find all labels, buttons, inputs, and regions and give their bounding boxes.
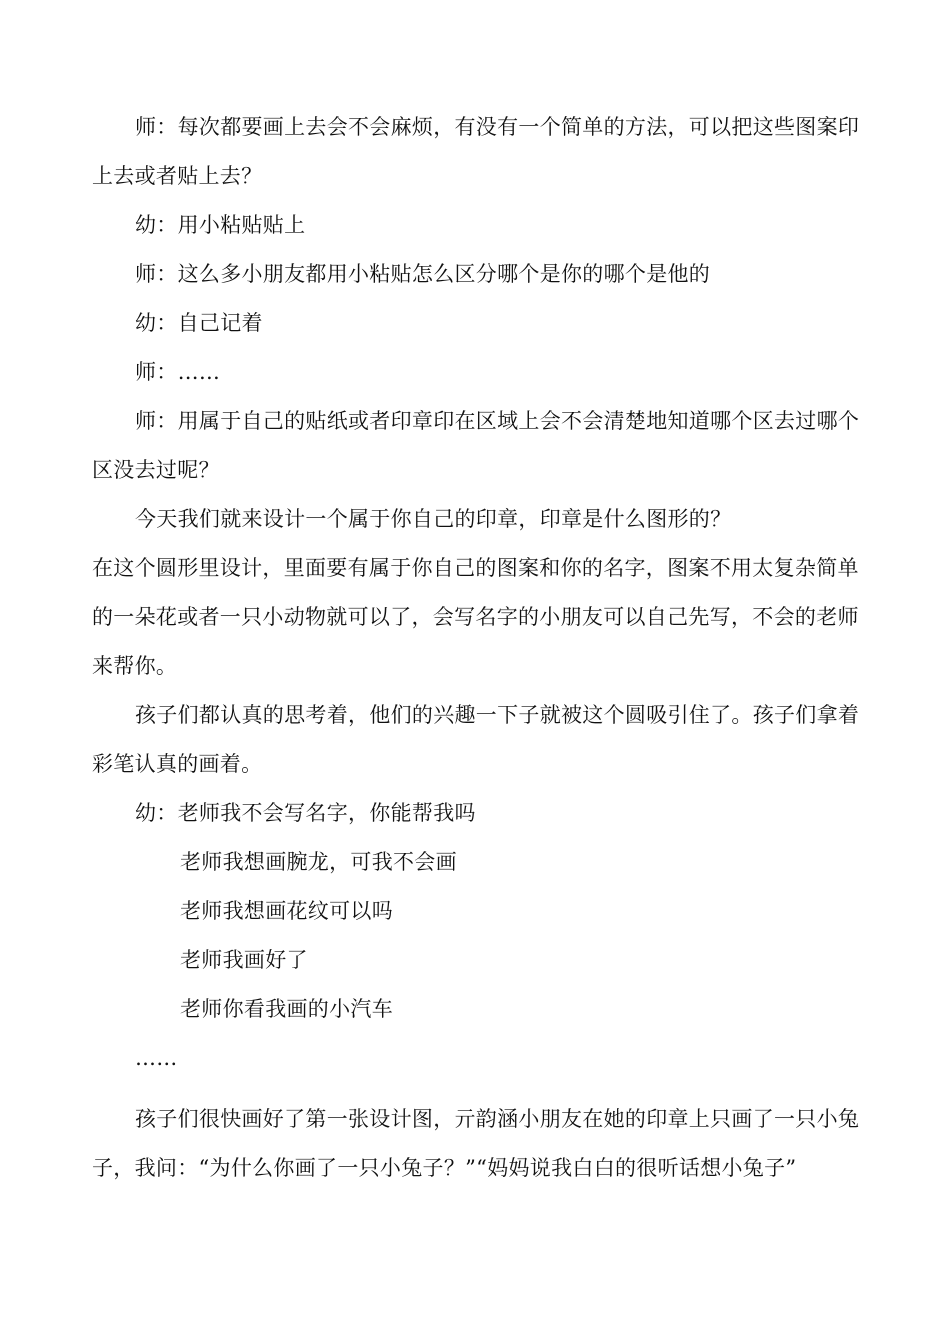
paragraph-child-request-5: 老师你看我画的小汽车 xyxy=(180,997,393,1021)
paragraph-ellipsis: …… xyxy=(135,1046,178,1070)
paragraph-child-request-1: 幼：老师我不会写名字，你能帮我吗 xyxy=(135,801,476,825)
paragraph-teacher-question-2: 师：这么多小朋友都用小粘贴怎么区分哪个是你的哪个是他的 xyxy=(135,262,711,286)
paragraph-design-instructions: 在这个圆形里设计，里面要有属于你自己的图案和你的名字，图案不用太复杂简单的一朵花或者一只小动物就可以了，会写名字的小朋友可以自己先写，不会的老师来帮你。 xyxy=(92,556,859,678)
paragraph-teacher-question-1: 师：每次都要画上去会不会麻烦，有没有一个简单的方法，可以把这些图案印上去或者贴上去？ xyxy=(92,115,860,188)
paragraph-child-answer-1: 幼：用小粘贴贴上 xyxy=(135,213,306,237)
paragraph-teacher-question-3: 师：用属于自己的贴纸或者印章印在区域上会不会清楚地知道哪个区去过哪个区没去过呢？ xyxy=(92,409,860,482)
paragraph-child-request-3: 老师我想画花纹可以吗 xyxy=(180,899,393,923)
paragraph-child-request-2: 老师我想画腕龙，可我不会画 xyxy=(180,850,457,874)
paragraph-rabbit-story: 孩子们很快画好了第一张设计图，亓韵涵小朋友在她的印章上只画了一只小兔子，我问：“为什么你画了一只小兔子？”“妈妈说我白白的很听话想小兔子” xyxy=(92,1107,860,1180)
paragraph-teacher-ellipsis: 师：…… xyxy=(135,360,221,384)
paragraph-child-answer-2: 幼：自己记着 xyxy=(135,311,263,335)
paragraph-children-thinking: 孩子们都认真的思考着，他们的兴趣一下子就被这个圆吸引住了。孩子们拿着彩笔认真的画着。 xyxy=(92,703,860,776)
paragraph-child-request-4: 老师我画好了 xyxy=(180,948,308,972)
paragraph-design-intro: 今天我们就来设计一个属于你自己的印章，印章是什么图形的？ xyxy=(135,507,732,531)
